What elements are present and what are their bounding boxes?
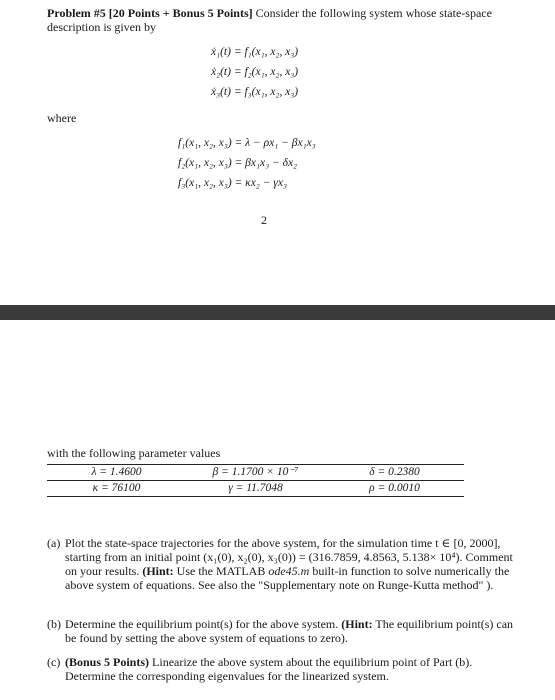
problem-intro: Consider the following system whose state-space description is given by [47,6,492,34]
function-definition-1: f₁(x₁, x₂, x₃) = λ − ρx₁ − βx₁x₃ [178,137,316,149]
part-c-text: (Bonus 5 Points) Linearize the above system about the equilibrium point of Part (b). Determine the corresponding eigenvalues for the linearized system. [65,655,473,683]
param-kappa: κ = 76100 [47,481,186,497]
problem-heading: Problem #5 [20 Points + Bonus 5 Points] [47,6,253,20]
parameter-table [47,464,464,497]
problem-statement [47,6,517,34]
function-definition-2: f₂(x₁, x₂, x₃) = βx₁x₃ − δx₂ [178,157,298,169]
bonus-label: (Bonus 5 Points) [65,655,150,669]
part-c-label: (c) [47,655,61,669]
param-beta: β = 1.1700 × 10⁻⁷ [186,465,325,481]
parameter-row [47,465,464,481]
page-number: 2 [261,213,267,227]
where-label: where [47,111,77,125]
part-a-text: Plot the state-space trajectories for the above system, for the simulation time t ∈ [0, 2000], starting from an initial point (x₁(0), x₂(0), x₃(0)) = (316.7859, 4.8563, 5.138× 10⁴). Comment on your results. (Hint: Use the MATLAB ode45.m built-in function to solve numerically the above system of equations. See also the "Supplementary note on Runge-Kutta method" ). [65,536,513,592]
page-break-bar [0,305,555,320]
state-equation-2: ẋ₂(t) = f₂(x₁, x₂, x₃) [211,66,299,78]
param-gamma: γ = 11.7048 [186,481,325,497]
ode45-function: ode45.m [268,564,310,578]
part-c [47,655,517,683]
hint-label: (Hint: [142,564,174,578]
part-b [47,617,517,645]
state-equation-1: ẋ₁(t) = f₁(x₁, x₂, x₃) [211,46,299,58]
part-a-label: (a) [47,536,61,550]
part-b-text: Determine the equilibrium point(s) for the above system. (Hint: The equilibrium point(s) can be found by setting the above system of equations to zero). [65,617,514,645]
parameter-row [47,481,464,497]
part-a [47,536,517,592]
hint-label: (Hint: [341,617,373,631]
part-b-label: (b) [47,617,61,631]
function-definition-3: f₃(x₁, x₂, x₃) = κx₂ − γx₃ [178,177,287,189]
param-delta: δ = 0.2380 [325,465,464,481]
state-equation-3: ẋ₃(t) = f₃(x₁, x₂, x₃) [211,86,299,98]
parameters-intro: with the following parameter values [47,446,221,460]
param-rho: ρ = 0.0010 [325,481,464,497]
param-lambda: λ = 1.4600 [47,465,186,481]
